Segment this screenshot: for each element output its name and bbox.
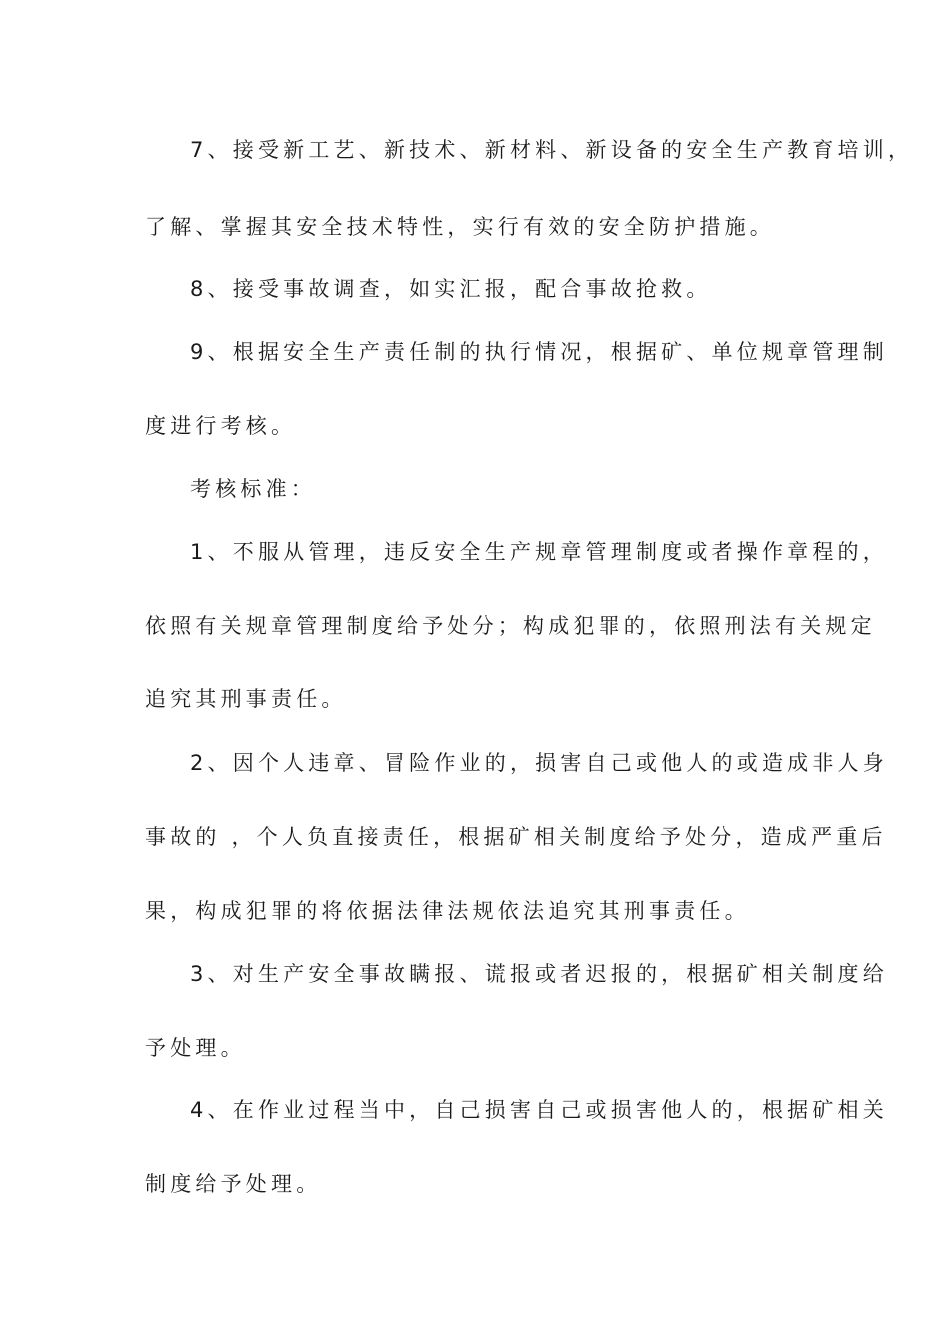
text-line-item-9-part-2: 度进行考核。 [145, 414, 297, 438]
text-line-standard-2-part-1: 2、因个人违章、冒险作业的，损害自己或他人的或造成非人身 [190, 751, 888, 775]
text-line-item-7-part-2: 了解、掌握其安全技术特性，实行有效的安全防护措施。 [145, 215, 775, 239]
text-line-standard-4-part-2: 制度给予处理。 [145, 1172, 322, 1196]
section-heading-assessment-standard: 考核标准： [190, 477, 316, 501]
text-line-standard-4-part-1: 4、在作业过程当中，自己损害自己或损害他人的，根据矿相关 [190, 1098, 888, 1122]
text-line-standard-1-part-1: 1、不服从管理，违反安全生产规章管理制度或者操作章程的， [190, 540, 888, 564]
text-line-standard-3-part-1: 3、对生产安全事故瞒报、谎报或者迟报的，根据矿相关制度给 [190, 962, 888, 986]
text-line-item-7-part-1: 7、接受新工艺、新技术、新材料、新设备的安全生产教育培训， [190, 138, 914, 162]
text-line-standard-1-part-3: 追究其刑事责任。 [145, 687, 347, 711]
text-line-item-8: 8、接受事故调查，如实汇报，配合事故抢救。 [190, 277, 712, 301]
text-line-standard-2-part-3: 果，构成犯罪的将依据法律法规依法追究其刑事责任。 [145, 899, 750, 923]
text-line-standard-3-part-2: 予处理。 [145, 1036, 246, 1060]
text-line-standard-2-part-2: 事故的 ，个人负直接责任，根据矿相关制度给予处分，造成严重后 [145, 825, 887, 849]
text-line-item-9-part-1: 9、根据安全生产责任制的执行情况，根据矿、单位规章管理制 [190, 340, 888, 364]
text-line-standard-1-part-2: 依照有关规章管理制度给予处分；构成犯罪的，依照刑法有关规定 [145, 614, 876, 638]
